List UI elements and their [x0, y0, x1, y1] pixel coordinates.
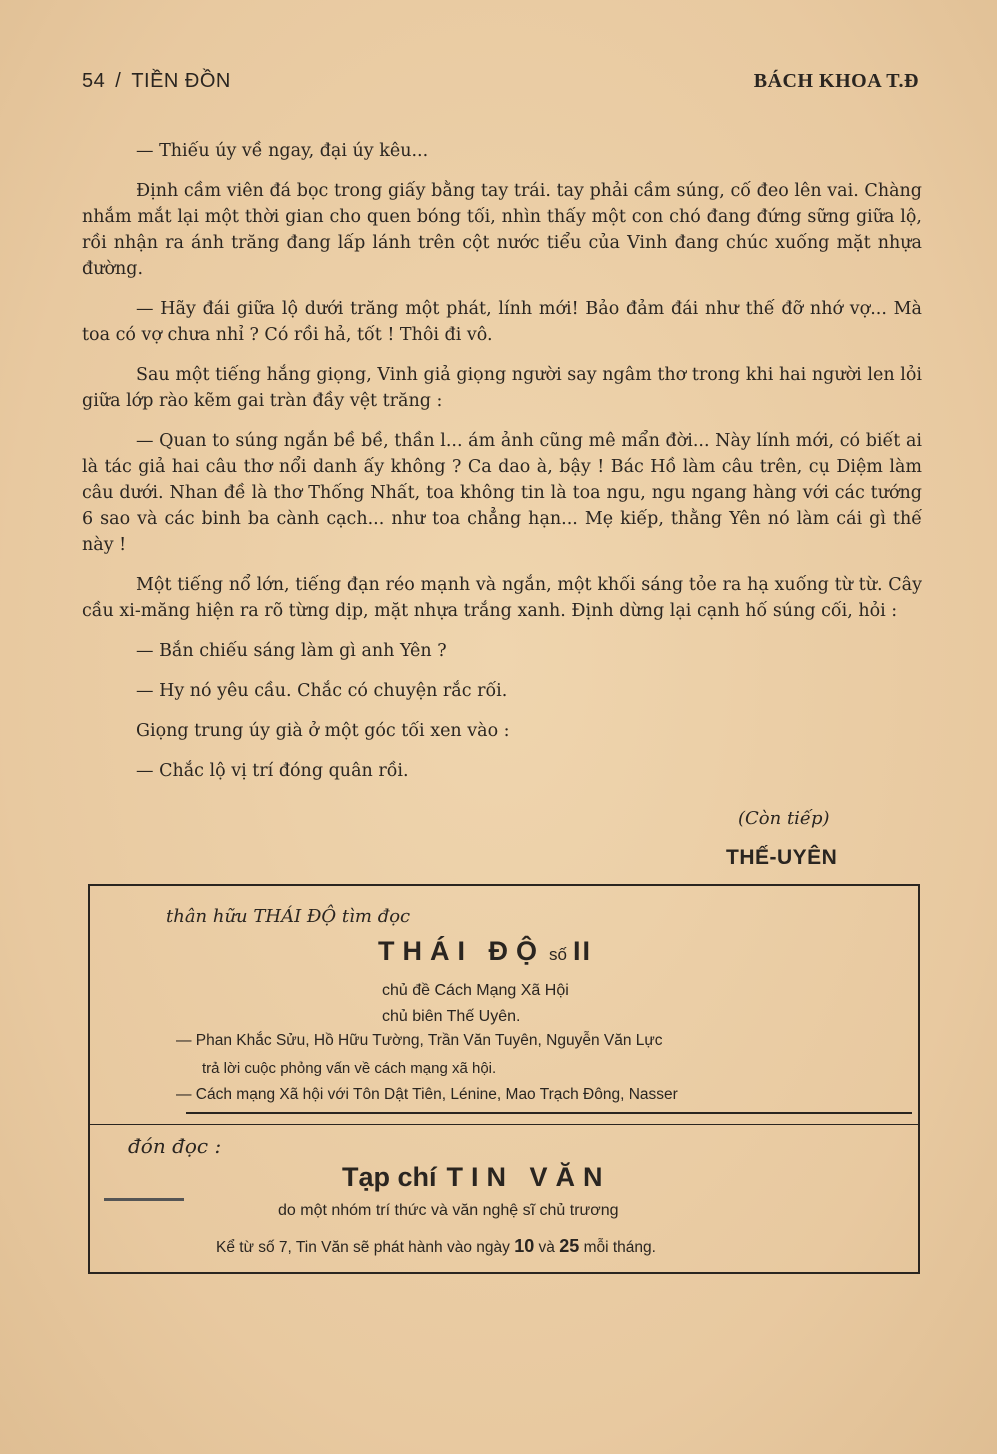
paragraph: Định cầm viên đá bọc trong giấy bằng tay trái. tay phải cầm súng, cố đeo lên vai. Chàng nhắm mắt lại một thời gian cho quen bóng tối, nhìn thấy một con chó đang đứng sững giữa lộ, rồi nhận ra ánh trăng đang lấp lánh trên cột nước tiểu của Vinh đang chúc xuống mặt nhựa đường. — [82, 181, 922, 279]
paragraph: — Bắn chiếu sáng làm gì anh Yên ? — [136, 641, 447, 661]
header-separator: / — [115, 70, 122, 92]
ad-divider — [90, 1124, 918, 1125]
ad1-title-text: THÁI ĐỘ — [378, 936, 545, 966]
paragraph: Sau một tiếng hắng giọng, Vinh giả giọng người say ngâm thơ trong khi hai người len lỏi giữa lớp rào kẽm gai tràn đầy vệt trăng : — [82, 365, 922, 411]
paragraph: Một tiếng nổ lớn, tiếng đạn réo mạnh và ngắn, một khối sáng tỏe ra hạ xuống từ từ. Cây cầu xi-măng hiện ra rõ từng dịp, mặt nhựa trắng xanh. Định dừng lại cạnh hố súng cối, hỏi : — [82, 575, 922, 621]
story-body — [82, 138, 922, 798]
paragraph: Giọng trung úy già ở một góc tối xen vào : — [136, 721, 510, 741]
paragraph: — Hy nó yêu cầu. Chắc có chuyện rắc rối. — [136, 681, 508, 701]
ad1-issue-word: số — [549, 945, 567, 964]
paragraph: — Quan to súng ngắn bề bề, thần l... ám ảnh cũng mê mẩn đời... Này lính mới, có biết ai là tác giả hai câu thơ nổi danh ấy không ? Ca dao à, bậy ! Bác Hồ làm câu trên, cụ Diệm làm câu dưới. Nhan đề là thơ Thống Nhất, toa không tin là toa ngu, ngu ngang hàng với các tướng 6 sao và các binh ba cành cạch... như toa chẳng hạn... Mẹ kiếp, thằng Yên nó làm cái gì thế này ! — [82, 431, 922, 555]
ad2-title — [342, 1162, 611, 1193]
ad2-title-text: TIN VĂN — [446, 1162, 611, 1192]
paragraph: — Thiếu úy về ngay, đại úy kêu... — [136, 141, 429, 161]
continued-note: (Còn tiếp) — [738, 808, 830, 829]
ad1-editor: chủ biên Thế Uyên. — [382, 1008, 521, 1025]
ad1-item: — Cách mạng Xã hội với Tôn Dật Tiên, Lénine, Mao Trạch Đông, Nasser — [176, 1086, 678, 1103]
ad2-intro: đón đọc : — [128, 1134, 222, 1158]
ad2-note — [216, 1236, 656, 1257]
magazine-title: BÁCH KHOA T.Đ — [753, 70, 919, 92]
ad2-date2: 25 — [559, 1236, 580, 1256]
ad2-note-end: mỗi tháng. — [583, 1239, 656, 1256]
header-left — [82, 70, 231, 93]
ad1-item-continued: trả lời cuộc phỏng vấn về cách mạng xã hội. — [202, 1060, 497, 1077]
ad1-issue-number: II — [572, 936, 592, 966]
ad2-note-start: Kể từ số 7, Tin Văn sẽ phát hành vào ngày — [216, 1239, 510, 1256]
ad2-and: và — [538, 1239, 555, 1256]
advertisement-box — [88, 884, 920, 1274]
ad2-title-prefix: Tạp chí — [342, 1162, 437, 1192]
ad2-date1: 10 — [514, 1236, 535, 1256]
ad2-subtitle: do một nhóm trí thức và văn nghệ sĩ chủ trương — [278, 1202, 619, 1219]
author-name: THẾ-UYÊN — [726, 846, 838, 869]
ad1-title — [378, 936, 592, 967]
decorative-rule — [104, 1198, 184, 1201]
section-title: TIỀN ĐỒN — [131, 70, 231, 92]
ad1-intro: thân hữu THÁI ĐỘ tìm đọc — [166, 906, 411, 927]
ad1-item: — Phan Khắc Sửu, Hồ Hữu Tường, Trần Văn Tuyên, Nguyễn Văn Lực — [176, 1032, 663, 1049]
paragraph: — Chắc lộ vị trí đóng quân rồi. — [136, 761, 409, 781]
page-header — [82, 70, 919, 100]
paragraph: — Hãy đái giữa lộ dưới trăng một phát, lính mới! Bảo đảm đái như thế đỡ nhớ vợ... Mà toa có vợ chưa nhỉ ? Có rồi hả, tốt ! Thôi đi vô. — [82, 299, 922, 345]
ad-divider — [186, 1112, 912, 1114]
page-number: 54 — [82, 70, 106, 92]
ad1-theme: chủ đề Cách Mạng Xã Hội — [382, 982, 569, 999]
